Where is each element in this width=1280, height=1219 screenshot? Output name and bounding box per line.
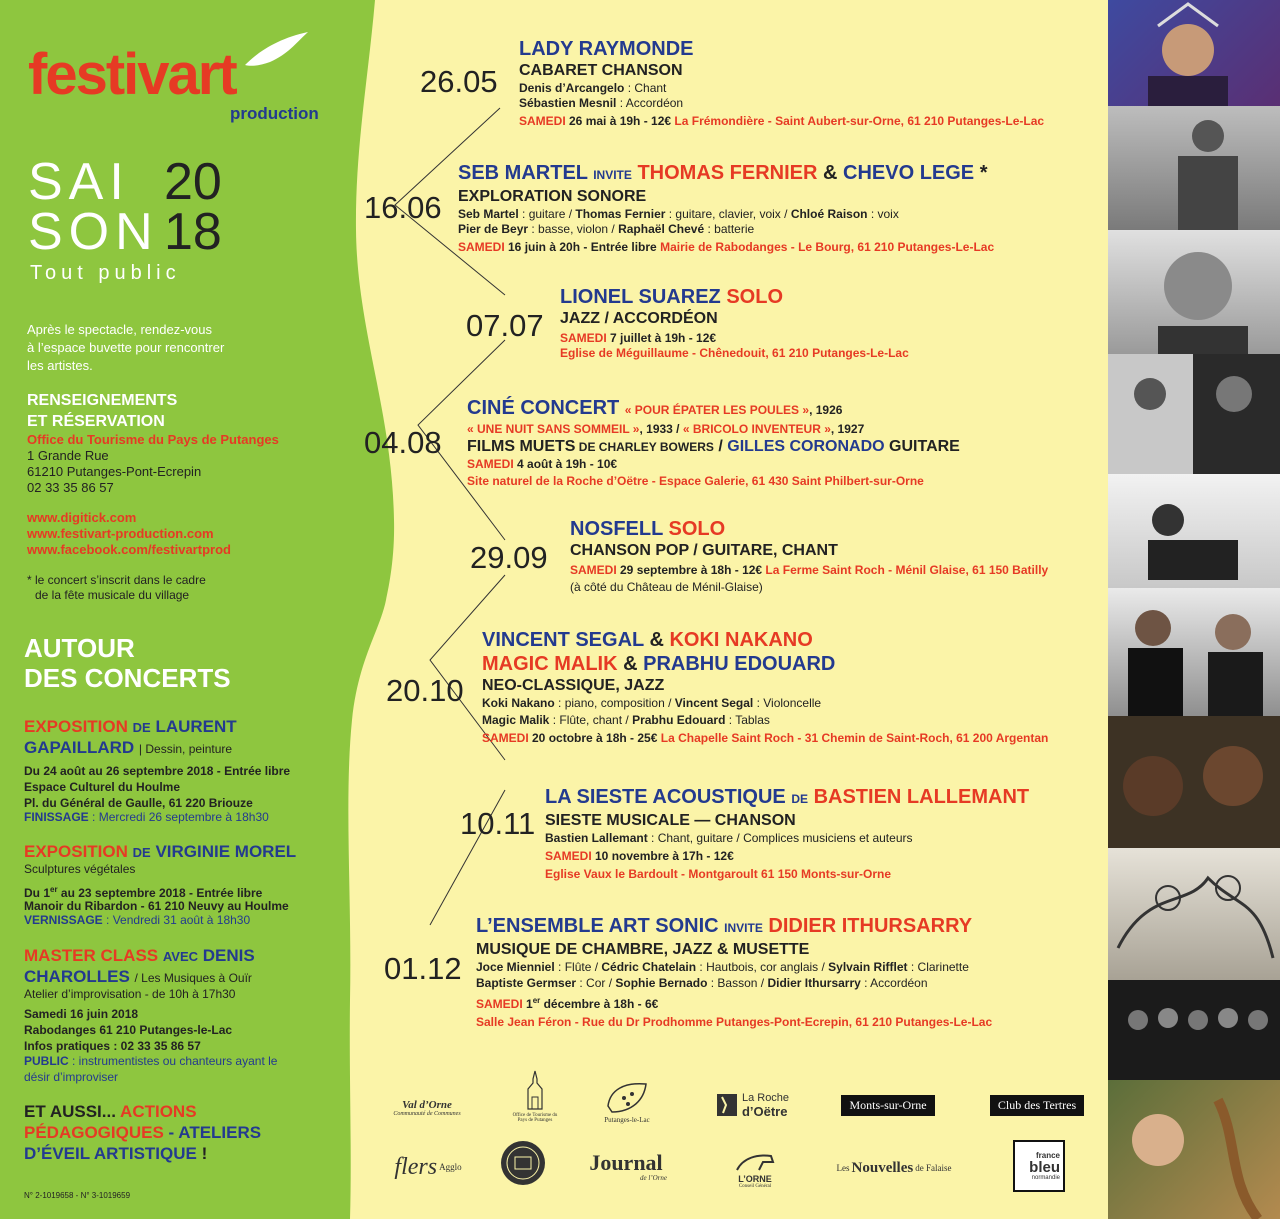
photo-young-audience xyxy=(1108,1080,1280,1219)
note-line-1: * le concert s’inscrit dans le cadre xyxy=(27,573,206,587)
flers-agglo-logo: flers Agglo xyxy=(394,1153,462,1180)
portrait-icon xyxy=(1108,474,1280,588)
group-portrait-icon xyxy=(1108,980,1280,1080)
master-date: Samedi 16 juin 2018 xyxy=(24,1007,139,1021)
tout-public: Tout public xyxy=(30,262,181,284)
wing-logo-icon xyxy=(240,30,310,70)
portrait-icon xyxy=(1108,588,1280,716)
event-title-2: MAGIC MALIK & PRABHU EDOUARD xyxy=(482,653,836,675)
left-panel xyxy=(0,0,330,1219)
event-date: 16.06 xyxy=(364,190,442,225)
expo1-address: Pl. du Général de Gaulle, 61 220 Briouze xyxy=(24,796,253,810)
photo-sieste-acoustique xyxy=(1108,848,1280,980)
master-title: MASTER CLASS AVEC DENIS xyxy=(24,946,255,965)
master-public: PUBLIC : instrumentistes ou chanteurs ayant le xyxy=(24,1054,278,1068)
event-nosfell: NOSFELL SOLO CHANSON POP / GUITARE, CHANT SAMEDI 29 septembre à 18h - 12€ La Ferme Saint Roch - Ménil Glaise, 61 150 Batilly (à côté du Château de Ménil-Glaise) xyxy=(570,518,1049,594)
master-title-2: CHAROLLES / Les Musiques à Ouïr xyxy=(24,967,252,986)
event-genre: JAZZ / ACCORDÉON xyxy=(560,310,718,327)
seal-logo xyxy=(498,1138,548,1188)
event-date: 10.11 xyxy=(460,806,536,841)
monts-sur-orne-logo: Monts-sur-Orne xyxy=(840,1094,936,1116)
event-vincent-segal: VINCENT SEGAL & KOKI NAKANO MAGIC MALIK & PRABHU EDOUARD NEO-CLASSIQUE, JAZZ Koki Nakano : piano, composition / Vincent Segal : Violoncelle Magic Malik : Flûte, chant / Prabhu Edouard : Tablas SAMEDI 20 octobre à 18h - 25€ La Chapelle Saint Roch - 31 Chemin de Saint-Roch, 61 200 Argentan xyxy=(482,629,1049,745)
office-address-2: 61210 Putanges-Pont-Ecrepin xyxy=(27,464,202,479)
expo2-desc: Sculptures végétales xyxy=(24,862,136,876)
photo-cine-concert xyxy=(1108,354,1280,474)
event-genre: MUSIQUE DE CHAMBRE, JAZZ & MUSETTE xyxy=(476,941,810,958)
photo-lady-raymonde xyxy=(1108,0,1280,106)
expo1-title-2: GAPAILLARD | Dessin, peinture xyxy=(24,738,233,757)
horse-icon xyxy=(733,1150,777,1174)
note-line-2: de la fête musicale du village xyxy=(35,588,190,602)
photo-nosfell xyxy=(1108,474,1280,588)
photo-lionel-suarez xyxy=(1108,230,1280,354)
season-sai: SAI xyxy=(28,153,130,211)
expo2-vernissage: VERNISSAGE : Vendredi 31 août à 18h30 xyxy=(24,913,251,927)
event-genre: SIESTE MUSICALE — CHANSON xyxy=(545,812,796,829)
master-public-2: désir d’improviser xyxy=(24,1070,119,1084)
france-bleu-logo: france bleu normandie xyxy=(1013,1140,1065,1192)
expo2-place: Manoir du Ribardon - 61 210 Neuvy au Houlme xyxy=(24,899,289,913)
aussi-line-3: D’ÉVEIL ARTISTIQUE ! xyxy=(24,1144,208,1163)
master-infos: Infos pratiques : 02 33 35 86 57 xyxy=(24,1039,201,1053)
event-genre: CABARET CHANSON xyxy=(519,62,683,79)
event-title: LA SIESTE ACOUSTIQUE DE BASTIEN LALLEMANT xyxy=(545,786,1030,808)
church-icon xyxy=(520,1069,550,1113)
journal-orne-logo: Journal de l’Orne xyxy=(589,1150,667,1182)
event-date: 04.08 xyxy=(364,425,442,460)
expo2-dates: Du 1er au 23 septembre 2018 - Entrée libre xyxy=(24,885,263,900)
seal-icon xyxy=(499,1139,547,1187)
event-title: NOSFELL SOLO xyxy=(570,518,726,540)
event-genre: NEO-CLASSIQUE, JAZZ xyxy=(482,677,665,694)
event-date: 29.09 xyxy=(470,540,548,575)
event-lionel-suarez: LIONEL SUAREZ SOLO JAZZ / ACCORDÉON SAMEDI 7 juillet à 19h - 12€ Eglise de Méguillaume - Chênedouit, 61 210 Putanges-Le-Lac xyxy=(560,286,909,360)
event-genre: CHANSON POP / GUITARE, CHANT xyxy=(570,542,838,559)
aussi-line-1: ET AUSSI... ACTIONS xyxy=(24,1102,197,1121)
portrait-icon xyxy=(1108,716,1280,848)
event-date: 07.07 xyxy=(466,308,544,343)
photo-art-sonic xyxy=(1108,980,1280,1080)
production-logo-sub: production xyxy=(230,104,319,123)
licence-numbers: N° 2-1019658 - N° 3-1019659 xyxy=(24,1191,131,1200)
expo1-place: Espace Culturel du Houlme xyxy=(24,780,181,794)
val-dorne-logo: Val d’Orne Communauté de Communes xyxy=(393,1099,461,1117)
event-title: L’ENSEMBLE ART SONIC INVITE DIDIER ITHURSARRY xyxy=(476,915,973,937)
aussi-line-2: PÉDAGOGIQUES - ATELIERS xyxy=(24,1123,262,1142)
renseignements-title: RENSEIGNEMENTS xyxy=(27,392,178,409)
portrait-icon xyxy=(1108,354,1280,474)
photo-seb-martel xyxy=(1108,106,1280,230)
link-digitick[interactable]: www.digitick.com xyxy=(27,510,137,525)
event-date: 20.10 xyxy=(386,673,464,708)
autour-line-2: DES CONCERTS xyxy=(24,663,231,693)
portrait-icon xyxy=(1108,1080,1280,1219)
putanges-logo: Putanges-le-Lac xyxy=(592,1074,662,1130)
event-genre: EXPLORATION SONORE xyxy=(458,188,647,205)
intro-line-3: les artistes. xyxy=(27,358,93,373)
club-des-tertres-logo: Club des Tertres xyxy=(984,1094,1090,1116)
autour-line-1: AUTOUR xyxy=(24,633,135,663)
leaf-icon xyxy=(604,1080,650,1116)
portrait-icon xyxy=(1108,230,1280,354)
office-phone: 02 33 35 86 57 xyxy=(27,480,114,495)
festivart-logo: festivart xyxy=(28,42,236,107)
event-title: VINCENT SEGAL & KOKI NAKANO xyxy=(482,629,813,651)
office-name: Office du Tourisme du Pays de Putanges xyxy=(27,432,279,447)
link-festivart[interactable]: www.festivart-production.com xyxy=(27,526,214,541)
intro-line-2: à l’espace buvette pour rencontrer xyxy=(27,340,225,355)
reservation-title: ET RÉSERVATION xyxy=(27,413,165,430)
year-20: 20 xyxy=(164,153,222,211)
autour-heading xyxy=(24,633,231,693)
roche-doetre-logo: La Roche d’Oëtre xyxy=(705,1088,800,1122)
event-art-sonic: L’ENSEMBLE ART SONIC INVITE DIDIER ITHURSARRY MUSIQUE DE CHAMBRE, JAZZ & MUSETTE Joce Mienniel : Flûte / Cédric Chatelain : Hautbois, cor anglais / Sylvain Rifflet : Clarinette Baptiste Germser : Cor / Sophie Bernado : Basson / Didier Ithursarry : Accordéon SAMEDI 1er décembre à 18h - 6€ Salle Jean Féron - Rue du Dr Prodhomme Putanges-Pont-Ecrepin, 61 210 Putanges-Le-Lac xyxy=(476,915,993,1029)
photo-malik-edouard xyxy=(1108,716,1280,848)
master-place: Rabodanges 61 210 Putanges-le-Lac xyxy=(24,1023,233,1037)
event-sieste-acoustique: LA SIESTE ACOUSTIQUE DE BASTIEN LALLEMANT SIESTE MUSICALE — CHANSON Bastien Lallemant : Chant, guitare / Complices musiciens et auteurs SAMEDI 10 novembre à 17h - 12€ Eglise Vaux le Bardoult - Montgaroult 61 150 Monts-sur-Orne xyxy=(545,786,1030,881)
intro-line-1: Après le spectacle, rendez-vous xyxy=(27,322,212,337)
orne-conseil-logo: L’ORNE Conseil Général xyxy=(720,1146,790,1192)
link-facebook[interactable]: www.facebook.com/festivartprod xyxy=(27,542,231,557)
event-seb-martel: SEB MARTEL INVITE THOMAS FERNIER & CHEVO LEGE * EXPLORATION SONORE Seb Martel : guitare / Thomas Fernier : guitare, clavier, voix / Chloé Raison : voix Pier de Beyr : basse, violon / Raphaël Chevé : batterie SAMEDI 16 juin à 20h - Entrée libre Mairie de Rabodanges - Le Bourg, 61 210 Putanges-Le-Lac xyxy=(458,162,995,254)
event-title: LADY RAYMONDE xyxy=(519,38,694,60)
expo1-dates: Du 24 août au 26 septembre 2018 - Entrée libre xyxy=(24,764,291,778)
event-title: LIONEL SUAREZ SOLO xyxy=(560,286,783,308)
expo2-title: EXPOSITION DE VIRGINIE MOREL xyxy=(24,842,297,861)
event-date: 26.05 xyxy=(420,64,498,99)
event-lady-raymonde: LADY RAYMONDE CABARET CHANSON Denis d’Arcangelo : Chant Sébastien Mesnil : Accordéon SAMEDI 26 mai à 19h - 12€ La Frémondière - Saint Aubert-sur-Orne, 61 210 Putanges-Le-Lac xyxy=(519,38,1045,128)
event-title: CINÉ CONCERT « POUR ÉPATER LES POULES », 1926 xyxy=(467,397,843,419)
expo1-title: EXPOSITION DE LAURENT xyxy=(24,717,237,736)
master-atelier: Atelier d’improvisation - de 10h à 17h30 xyxy=(24,987,236,1001)
rock-icon xyxy=(716,1093,738,1117)
office-tourisme-logo: Office de Tourisme du Pays de Putanges xyxy=(500,1064,570,1128)
year-18: 18 xyxy=(164,203,222,261)
portrait-icon xyxy=(1108,106,1280,230)
portrait-icon xyxy=(1108,0,1280,106)
drawing-icon xyxy=(1108,848,1280,980)
expo1-finissage: FINISSAGE : Mercredi 26 septembre à 18h30 xyxy=(24,810,269,824)
nouvelles-falaise-logo: Les Nouvelles de Falaise xyxy=(836,1159,952,1176)
event-cine-concert: CINÉ CONCERT « POUR ÉPATER LES POULES », 1926 « UNE NUIT SANS SOMMEIL », 1933 / « BRICOLO INVENTEUR », 1927 FILMS MUETS DE CHARLEY BOWERS / GILLES CORONADO GUITARE SAMEDI 4 août à 19h - 10€ Site naturel de la Roche d’Oëtre - Espace Galerie, 61 430 Saint Philbert-sur-Orne xyxy=(467,397,960,488)
artist-photos-column xyxy=(1108,0,1280,1219)
event-title: SEB MARTEL INVITE THOMAS FERNIER & CHEVO LEGE * xyxy=(458,162,988,184)
season-son: SON xyxy=(28,203,159,261)
photo-segal-nakano xyxy=(1108,588,1280,716)
event-date: 01.12 xyxy=(384,951,462,986)
office-address-1: 1 Grande Rue xyxy=(27,448,109,463)
